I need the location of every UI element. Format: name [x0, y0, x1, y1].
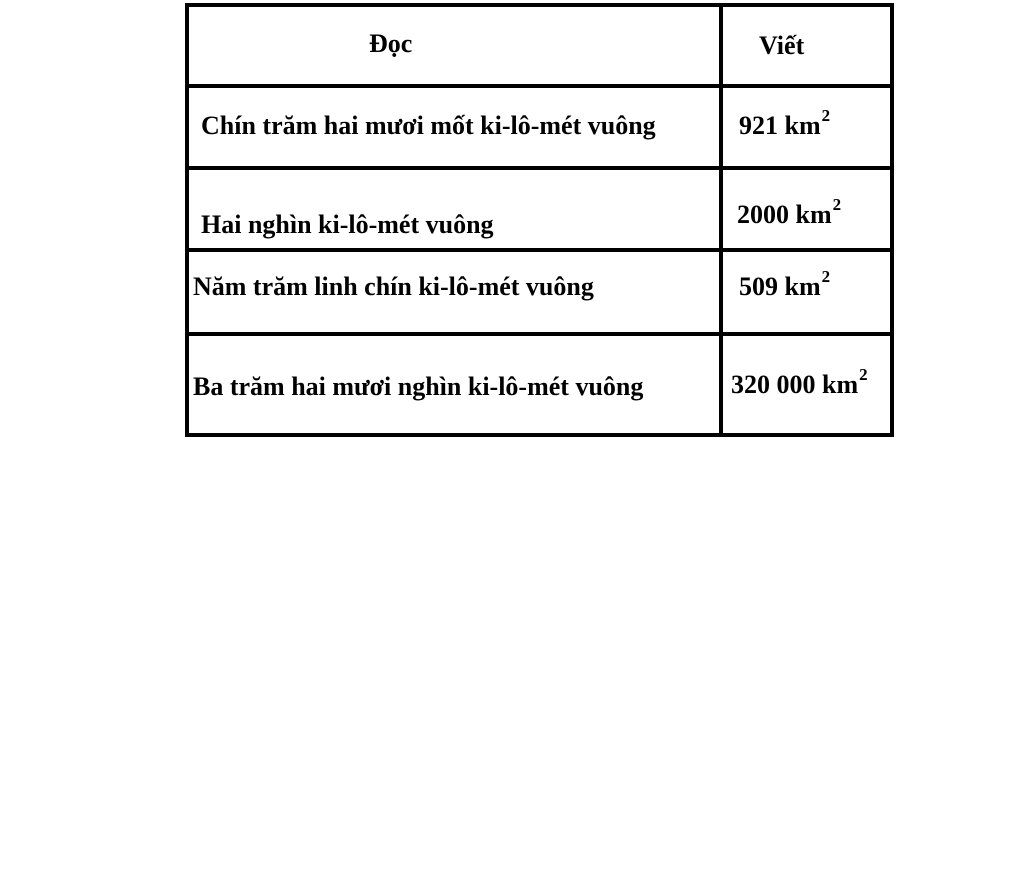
row-2-read: Hai nghìn ki-lô-mét vuông: [201, 210, 494, 239]
column-divider: [719, 7, 723, 433]
row-3-read: Năm trăm linh chín ki-lô-mét vuông: [193, 272, 594, 301]
row-divider: [189, 84, 890, 88]
row-4-read: Ba trăm hai mươi nghìn ki-lô-mét vuông: [193, 372, 644, 401]
row-1-write: 921 $km^2$: [739, 106, 831, 140]
area-reading-table: [185, 3, 894, 437]
row-divider: [189, 332, 890, 336]
row-divider: [189, 248, 890, 252]
header-read: Đọc: [369, 29, 413, 58]
row-2-write: 2000 $km^2$: [737, 195, 842, 229]
row-4-write: 320 000 $km^2$: [731, 365, 868, 399]
row-divider: [189, 166, 890, 170]
row-1-read: Chín trăm hai mươi mốt ki-lô-mét vuông: [201, 111, 656, 140]
row-3-write: 509 $km^2$: [739, 267, 831, 301]
header-write: Viết: [759, 31, 805, 60]
